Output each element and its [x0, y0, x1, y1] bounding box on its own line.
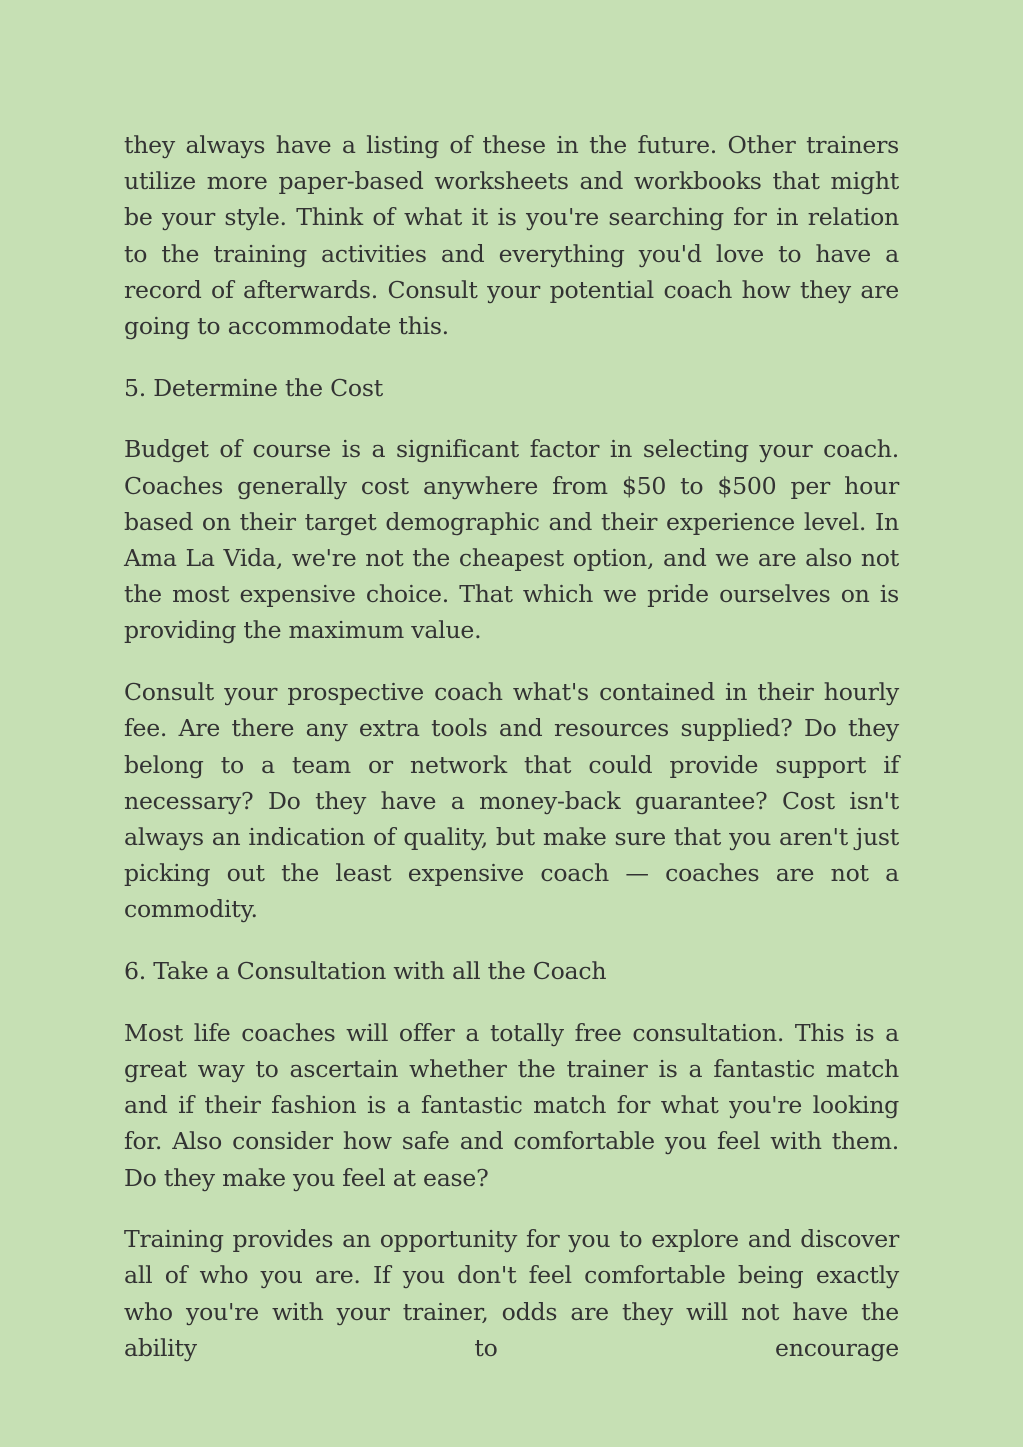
paragraph-budget: Budget of course is a significant factor in selecting your coach. Coaches generally cost anywhere from $50 to $500 per hour based on their target demographic and their experience level. In Ama La Vida, we're not the cheapest option, and we are also not the most expensive choice. That which we pride ourselves on is providing the maximum value.	[124, 435, 899, 645]
document-page	[124, 127, 899, 1366]
section-heading-determine-cost: 5. Determine the Cost	[124, 373, 383, 402]
section-heading-consultation: 6. Take a Consultation with all the Coach	[124, 957, 607, 986]
paragraph-free-consultation: Most life coaches will offer a totally free consultation. This is a great way to ascertain whether the trainer is a fantastic match and if their fashion is a fantastic match for what you're looking for. Also consider how safe and comfortable you feel with them. Do they make you feel at ease?	[124, 1018, 899, 1192]
paragraph-training-opportunity: Training provides an opportunity for you to explore and discover all of who you are. If you don't feel comfortable being exactly who you're with your trainer, odds are they will not have the ability to encourage	[124, 1225, 899, 1362]
paragraph-hourly-fee: Consult your prospective coach what's contained in their hourly fee. Are there any extra tools and resources supplied? Do they belong to a team or network that could provide support if necessary? Do they have a money-back guarantee? Cost isn't always an indication of quality, but make sure that you aren't just picking out the least expensive coach — coaches are not a commodity.	[124, 678, 899, 924]
paragraph-record-keeping: they always have a listing of these in the future. Other trainers utilize more paper-based worksheets and workbooks that might be your style. Think of what it is you're searching for in relation to the training activities and everything you'd love to have a record of afterwards. Consult your potential coach how they are going to accommodate this.	[124, 131, 899, 341]
